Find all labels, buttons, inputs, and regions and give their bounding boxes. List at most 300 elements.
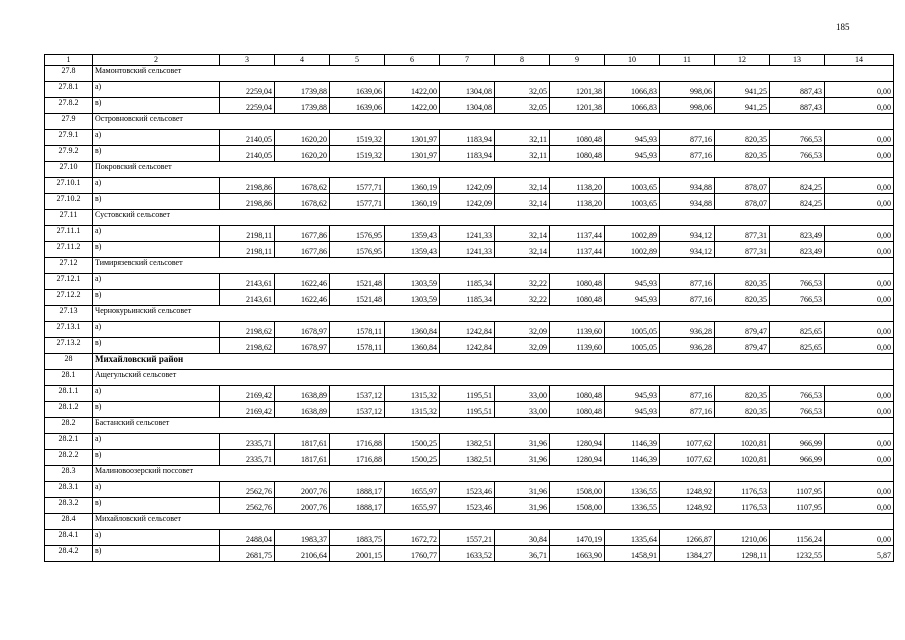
value-cell: 1359,43 — [385, 226, 440, 242]
value-cell: 1500,25 — [385, 434, 440, 450]
value-cell: 1620,20 — [275, 146, 330, 162]
table-row — [45, 82, 894, 98]
value-cell: 820,35 — [715, 290, 770, 306]
value-cell: 1242,84 — [440, 338, 495, 354]
value-cell: 1303,59 — [385, 274, 440, 290]
value-cell: 0,00 — [825, 146, 894, 162]
value-cell: 945,93 — [605, 290, 660, 306]
value-cell: 998,06 — [660, 82, 715, 98]
value-cell: 1242,09 — [440, 194, 495, 210]
section-code: 27.8 — [45, 66, 93, 82]
value-cell: 1005,05 — [605, 322, 660, 338]
value-cell: 1458,91 — [605, 546, 660, 562]
column-header: 8 — [495, 55, 550, 66]
value-cell: 2335,71 — [220, 434, 275, 450]
value-cell: 1817,61 — [275, 434, 330, 450]
table-body — [45, 55, 894, 562]
value-cell: 1577,71 — [330, 194, 385, 210]
value-cell: 1655,97 — [385, 498, 440, 514]
value-cell: 1888,17 — [330, 498, 385, 514]
table-row — [45, 450, 894, 466]
value-cell: 1248,92 — [660, 498, 715, 514]
value-cell: 32,11 — [495, 130, 550, 146]
row-code: 27.12.1 — [45, 274, 93, 290]
value-cell: 1557,21 — [440, 530, 495, 546]
value-cell: 1883,75 — [330, 530, 385, 546]
value-cell: 32,22 — [495, 274, 550, 290]
value-cell: 32,22 — [495, 290, 550, 306]
value-cell: 1080,48 — [550, 290, 605, 306]
value-cell: 2007,76 — [275, 482, 330, 498]
value-cell: 766,53 — [770, 130, 825, 146]
value-cell: 0,00 — [825, 178, 894, 194]
row-variant: а) — [93, 322, 220, 338]
value-cell: 2143,61 — [220, 274, 275, 290]
value-cell: 2198,86 — [220, 194, 275, 210]
section-row — [45, 418, 894, 434]
value-cell: 877,16 — [660, 130, 715, 146]
value-cell: 820,35 — [715, 274, 770, 290]
value-cell: 1280,94 — [550, 450, 605, 466]
row-variant: в) — [93, 498, 220, 514]
value-cell: 887,43 — [770, 82, 825, 98]
value-cell: 1633,52 — [440, 546, 495, 562]
value-cell: 1336,55 — [605, 498, 660, 514]
column-header: 5 — [330, 55, 385, 66]
value-cell: 1470,19 — [550, 530, 605, 546]
section-code: 27.13 — [45, 306, 93, 322]
section-name: Покровский сельсовет — [93, 162, 894, 178]
value-cell: 32,05 — [495, 82, 550, 98]
value-cell: 1146,39 — [605, 450, 660, 466]
value-cell: 1080,48 — [550, 130, 605, 146]
table-row — [45, 338, 894, 354]
value-cell: 1146,39 — [605, 434, 660, 450]
column-header: 3 — [220, 55, 275, 66]
value-cell: 1739,88 — [275, 98, 330, 114]
row-variant: в) — [93, 146, 220, 162]
row-code: 27.9.2 — [45, 146, 93, 162]
value-cell: 1242,84 — [440, 322, 495, 338]
value-cell: 2198,62 — [220, 322, 275, 338]
value-cell: 30,84 — [495, 530, 550, 546]
value-cell: 1080,48 — [550, 146, 605, 162]
row-variant: в) — [93, 338, 220, 354]
value-cell: 877,31 — [715, 242, 770, 258]
value-cell: 1066,83 — [605, 98, 660, 114]
value-cell: 1336,55 — [605, 482, 660, 498]
section-row — [45, 306, 894, 322]
value-cell: 1315,32 — [385, 402, 440, 418]
value-cell: 877,16 — [660, 146, 715, 162]
value-cell: 1422,00 — [385, 98, 440, 114]
value-cell: 1066,83 — [605, 82, 660, 98]
value-cell: 1080,48 — [550, 274, 605, 290]
section-name: Сустовский сельсовет — [93, 210, 894, 226]
value-cell: 1577,71 — [330, 178, 385, 194]
row-variant: в) — [93, 194, 220, 210]
value-cell: 1232,55 — [770, 546, 825, 562]
value-cell: 1241,33 — [440, 226, 495, 242]
value-cell: 766,53 — [770, 386, 825, 402]
value-cell: 1677,86 — [275, 226, 330, 242]
column-header: 13 — [770, 55, 825, 66]
value-cell: 823,49 — [770, 226, 825, 242]
section-code: 28.2 — [45, 418, 93, 434]
value-cell: 1678,97 — [275, 338, 330, 354]
value-cell: 1519,32 — [330, 146, 385, 162]
value-cell: 1107,95 — [770, 482, 825, 498]
value-cell: 2198,86 — [220, 178, 275, 194]
column-header: 9 — [550, 55, 605, 66]
value-cell: 1500,25 — [385, 450, 440, 466]
column-header: 7 — [440, 55, 495, 66]
row-variant: в) — [93, 402, 220, 418]
value-cell: 879,47 — [715, 338, 770, 354]
value-cell: 1578,11 — [330, 338, 385, 354]
row-variant: а) — [93, 130, 220, 146]
value-cell: 2562,76 — [220, 498, 275, 514]
page-number: 185 — [836, 22, 850, 32]
value-cell: 2106,64 — [275, 546, 330, 562]
row-code: 27.8.2 — [45, 98, 93, 114]
row-code: 28.4.1 — [45, 530, 93, 546]
section-code: 28.1 — [45, 370, 93, 386]
value-cell: 1817,61 — [275, 450, 330, 466]
value-cell: 966,99 — [770, 434, 825, 450]
value-cell: 2169,42 — [220, 386, 275, 402]
section-name: Чернокурьинский сельсовет — [93, 306, 894, 322]
value-cell: 1739,88 — [275, 82, 330, 98]
column-header: 10 — [605, 55, 660, 66]
value-cell: 825,65 — [770, 338, 825, 354]
value-cell: 877,16 — [660, 386, 715, 402]
value-cell: 998,06 — [660, 98, 715, 114]
value-cell: 2259,04 — [220, 98, 275, 114]
value-cell: 823,49 — [770, 242, 825, 258]
section-code: 28.4 — [45, 514, 93, 530]
value-cell: 1201,38 — [550, 82, 605, 98]
section-code: 27.11 — [45, 210, 93, 226]
value-cell: 1422,00 — [385, 82, 440, 98]
value-cell: 1578,11 — [330, 322, 385, 338]
section-name: Бастанский сельсовет — [93, 418, 894, 434]
row-variant: а) — [93, 434, 220, 450]
table-row — [45, 434, 894, 450]
value-cell: 1620,20 — [275, 130, 330, 146]
section-code: 27.10 — [45, 162, 93, 178]
column-header: 11 — [660, 55, 715, 66]
value-cell: 32,14 — [495, 194, 550, 210]
value-cell: 1576,95 — [330, 226, 385, 242]
column-header: 4 — [275, 55, 330, 66]
value-cell: 1315,32 — [385, 386, 440, 402]
section-row — [45, 258, 894, 274]
value-cell: 1137,44 — [550, 226, 605, 242]
table-row — [45, 242, 894, 258]
value-cell: 2198,11 — [220, 226, 275, 242]
value-cell: 941,25 — [715, 98, 770, 114]
row-variant: в) — [93, 450, 220, 466]
value-cell: 1003,65 — [605, 194, 660, 210]
value-cell: 877,31 — [715, 226, 770, 242]
value-cell: 1280,94 — [550, 434, 605, 450]
row-code: 27.8.1 — [45, 82, 93, 98]
row-variant: а) — [93, 82, 220, 98]
value-cell: 1137,44 — [550, 242, 605, 258]
value-cell: 1176,53 — [715, 498, 770, 514]
row-variant: а) — [93, 274, 220, 290]
column-header: 1 — [45, 55, 93, 66]
section-name: Ащегульский сельсовет — [93, 370, 894, 386]
section-code: 27.9 — [45, 114, 93, 130]
value-cell: 1080,48 — [550, 386, 605, 402]
value-cell: 1760,77 — [385, 546, 440, 562]
row-variant: в) — [93, 546, 220, 562]
value-cell: 1003,65 — [605, 178, 660, 194]
value-cell: 2488,04 — [220, 530, 275, 546]
value-cell: 1678,62 — [275, 194, 330, 210]
row-code: 27.11.1 — [45, 226, 93, 242]
value-cell: 1304,08 — [440, 98, 495, 114]
value-cell: 1622,46 — [275, 274, 330, 290]
value-cell: 1335,64 — [605, 530, 660, 546]
value-cell: 31,96 — [495, 482, 550, 498]
section-code: 27.12 — [45, 258, 93, 274]
value-cell: 1888,17 — [330, 482, 385, 498]
row-code: 27.11.2 — [45, 242, 93, 258]
value-cell: 2198,62 — [220, 338, 275, 354]
column-number-row — [45, 55, 894, 66]
value-cell: 32,14 — [495, 178, 550, 194]
district-name: Михайловский район — [93, 354, 894, 370]
row-variant: в) — [93, 98, 220, 114]
value-cell: 945,93 — [605, 402, 660, 418]
value-cell: 0,00 — [825, 482, 894, 498]
value-cell: 1241,33 — [440, 242, 495, 258]
value-cell: 1639,06 — [330, 82, 385, 98]
value-cell: 1678,97 — [275, 322, 330, 338]
value-cell: 934,88 — [660, 178, 715, 194]
table-row — [45, 546, 894, 562]
value-cell: 934,12 — [660, 226, 715, 242]
value-cell: 1638,89 — [275, 402, 330, 418]
row-code: 27.12.2 — [45, 290, 93, 306]
row-code: 27.13.2 — [45, 338, 93, 354]
value-cell: 1360,19 — [385, 178, 440, 194]
value-cell: 820,35 — [715, 146, 770, 162]
row-code: 28.2.1 — [45, 434, 93, 450]
value-cell: 877,16 — [660, 402, 715, 418]
value-cell: 1639,06 — [330, 98, 385, 114]
value-cell: 1139,60 — [550, 322, 605, 338]
table-row — [45, 482, 894, 498]
value-cell: 887,43 — [770, 98, 825, 114]
value-cell: 2143,61 — [220, 290, 275, 306]
value-cell: 877,16 — [660, 290, 715, 306]
value-cell: 0,00 — [825, 130, 894, 146]
value-cell: 941,25 — [715, 82, 770, 98]
value-cell: 1298,11 — [715, 546, 770, 562]
value-cell: 32,09 — [495, 322, 550, 338]
value-cell: 0,00 — [825, 434, 894, 450]
table-row — [45, 402, 894, 418]
value-cell: 1266,87 — [660, 530, 715, 546]
section-name: Малиновоозерский поссовет — [93, 466, 894, 482]
row-variant: а) — [93, 386, 220, 402]
value-cell: 1983,37 — [275, 530, 330, 546]
value-cell: 2681,75 — [220, 546, 275, 562]
tariff-table — [44, 54, 894, 562]
value-cell: 2169,42 — [220, 402, 275, 418]
value-cell: 0,00 — [825, 338, 894, 354]
row-code: 28.1.1 — [45, 386, 93, 402]
value-cell: 2001,15 — [330, 546, 385, 562]
table-row — [45, 194, 894, 210]
row-variant: в) — [93, 290, 220, 306]
value-cell: 1384,27 — [660, 546, 715, 562]
value-cell: 1622,46 — [275, 290, 330, 306]
row-code: 27.10.1 — [45, 178, 93, 194]
row-code: 27.10.2 — [45, 194, 93, 210]
value-cell: 1359,43 — [385, 242, 440, 258]
row-variant: в) — [93, 242, 220, 258]
value-cell: 966,99 — [770, 450, 825, 466]
value-cell: 0,00 — [825, 290, 894, 306]
value-cell: 766,53 — [770, 146, 825, 162]
row-variant: а) — [93, 482, 220, 498]
value-cell: 0,00 — [825, 402, 894, 418]
section-row — [45, 514, 894, 530]
value-cell: 1716,88 — [330, 434, 385, 450]
value-cell: 934,88 — [660, 194, 715, 210]
section-code: 28.3 — [45, 466, 93, 482]
section-name: Островновский сельсовет — [93, 114, 894, 130]
value-cell: 825,65 — [770, 322, 825, 338]
value-cell: 1508,00 — [550, 498, 605, 514]
district-row — [45, 354, 894, 370]
value-cell: 31,96 — [495, 498, 550, 514]
value-cell: 1301,97 — [385, 130, 440, 146]
value-cell: 766,53 — [770, 402, 825, 418]
table-row — [45, 322, 894, 338]
column-header: 12 — [715, 55, 770, 66]
section-row — [45, 114, 894, 130]
value-cell: 2140,05 — [220, 130, 275, 146]
table-row — [45, 98, 894, 114]
value-cell: 1210,06 — [715, 530, 770, 546]
section-row — [45, 66, 894, 82]
table-row — [45, 386, 894, 402]
value-cell: 1242,09 — [440, 178, 495, 194]
value-cell: 1195,51 — [440, 386, 495, 402]
value-cell: 32,11 — [495, 146, 550, 162]
value-cell: 1304,08 — [440, 82, 495, 98]
value-cell: 32,14 — [495, 226, 550, 242]
value-cell: 1508,00 — [550, 482, 605, 498]
value-cell: 1523,46 — [440, 482, 495, 498]
value-cell: 1303,59 — [385, 290, 440, 306]
row-code: 27.9.1 — [45, 130, 93, 146]
value-cell: 1077,62 — [660, 450, 715, 466]
column-header: 2 — [93, 55, 220, 66]
value-cell: 1248,92 — [660, 482, 715, 498]
value-cell: 33,00 — [495, 402, 550, 418]
value-cell: 0,00 — [825, 274, 894, 290]
value-cell: 934,12 — [660, 242, 715, 258]
value-cell: 824,25 — [770, 178, 825, 194]
table-row — [45, 498, 894, 514]
value-cell: 33,00 — [495, 386, 550, 402]
value-cell: 32,05 — [495, 98, 550, 114]
value-cell: 1301,97 — [385, 146, 440, 162]
section-code: 28 — [45, 354, 93, 370]
value-cell: 820,35 — [715, 130, 770, 146]
value-cell: 0,00 — [825, 194, 894, 210]
value-cell: 1716,88 — [330, 450, 385, 466]
value-cell: 31,96 — [495, 434, 550, 450]
value-cell: 2140,05 — [220, 146, 275, 162]
value-cell: 1185,34 — [440, 290, 495, 306]
value-cell: 1677,86 — [275, 242, 330, 258]
row-code: 28.3.1 — [45, 482, 93, 498]
value-cell: 766,53 — [770, 274, 825, 290]
value-cell: 1139,60 — [550, 338, 605, 354]
value-cell: 1360,84 — [385, 338, 440, 354]
value-cell: 820,35 — [715, 386, 770, 402]
row-code: 27.13.1 — [45, 322, 93, 338]
value-cell: 1020,81 — [715, 434, 770, 450]
table-row — [45, 146, 894, 162]
value-cell: 1002,89 — [605, 242, 660, 258]
value-cell: 766,53 — [770, 290, 825, 306]
row-code: 28.1.2 — [45, 402, 93, 418]
value-cell: 820,35 — [715, 402, 770, 418]
value-cell: 1183,94 — [440, 146, 495, 162]
value-cell: 36,71 — [495, 546, 550, 562]
row-code: 28.4.2 — [45, 546, 93, 562]
value-cell: 945,93 — [605, 146, 660, 162]
section-name: Мамонтовский сельсовет — [93, 66, 894, 82]
value-cell: 32,14 — [495, 242, 550, 258]
value-cell: 1360,84 — [385, 322, 440, 338]
value-cell: 945,93 — [605, 386, 660, 402]
section-row — [45, 466, 894, 482]
section-row — [45, 370, 894, 386]
table-row — [45, 178, 894, 194]
value-cell: 1080,48 — [550, 402, 605, 418]
value-cell: 2562,76 — [220, 482, 275, 498]
row-variant: а) — [93, 226, 220, 242]
value-cell: 0,00 — [825, 530, 894, 546]
column-header: 14 — [825, 55, 894, 66]
value-cell: 1521,48 — [330, 290, 385, 306]
value-cell: 1185,34 — [440, 274, 495, 290]
value-cell: 31,96 — [495, 450, 550, 466]
value-cell: 1107,95 — [770, 498, 825, 514]
value-cell: 1655,97 — [385, 482, 440, 498]
value-cell: 1183,94 — [440, 130, 495, 146]
value-cell: 0,00 — [825, 386, 894, 402]
section-name: Тимирязевский сельсовет — [93, 258, 894, 274]
value-cell: 1576,95 — [330, 242, 385, 258]
value-cell: 936,28 — [660, 338, 715, 354]
value-cell: 1537,12 — [330, 386, 385, 402]
value-cell: 0,00 — [825, 82, 894, 98]
value-cell: 0,00 — [825, 498, 894, 514]
value-cell: 1020,81 — [715, 450, 770, 466]
value-cell: 2335,71 — [220, 450, 275, 466]
